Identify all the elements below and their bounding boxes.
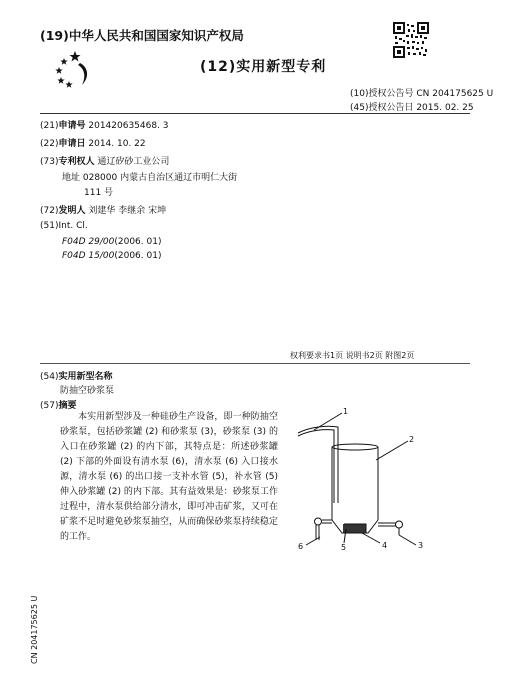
figure-label-3: 3 bbox=[418, 541, 424, 550]
address-line-2: 111 号 bbox=[84, 188, 114, 198]
pump-drawing bbox=[286, 405, 482, 555]
application-date-row: (22)申请日 2014. 10. 22 bbox=[40, 139, 146, 149]
page-count-info: 权利要求书1页 说明书2页 附图2页 bbox=[290, 351, 415, 360]
figure-label-6: 6 bbox=[298, 542, 304, 551]
abstract-heading: (57)摘要 bbox=[40, 401, 77, 411]
int-cl-row: (51)Int. Cl. bbox=[40, 221, 88, 231]
figure-label-4: 4 bbox=[382, 541, 388, 550]
patentee-row: (73)专利权人 通辽矽砂工业公司 bbox=[40, 157, 170, 167]
inventors-row: (72)发明人 刘建华 李继余 宋坤 bbox=[40, 206, 167, 216]
patent-office-logo bbox=[50, 47, 94, 89]
ipc-entry: F04D 29/00(2006. 01) bbox=[62, 237, 162, 247]
header-rule bbox=[40, 113, 470, 114]
abstract-text: 本实用新型涉及一种硅砂生产设备，即一种防抽空砂浆泵，包括砂浆罐 (2) 和砂浆泵 (3)，砂浆泵 (3) 的入口在砂浆罐 (2) 的内下部，其特点是：所述砂浆罐 (2) 下部的外面设有清水泵 (6)，清水泵 (6) 入口接水源，清水泵 (6) 的出口接一支补水管 (5)，补水管 (5) 伸入砂浆罐 (2) 的内下部。其有益效果是：砂浆泵工作过程中，清水泵供给部分清水，即可冲击矿浆，又可在矿浆不足时避免砂浆泵抽空，从而确保砂浆泵持续稳定的工作。 bbox=[60, 412, 278, 542]
address-line: 地址 028000 内蒙古自治区通辽市明仁大街 bbox=[62, 173, 238, 183]
office-name: (19)中华人民共和国国家知识产权局 bbox=[40, 28, 244, 43]
utility-model-title: 防抽空砂浆泵 bbox=[60, 386, 115, 396]
figure-label-5: 5 bbox=[341, 543, 347, 552]
figure-label-2: 2 bbox=[409, 435, 415, 444]
side-publication-number: CN 204175625 U bbox=[30, 595, 39, 664]
application-number-row: (21)申请号 201420635468. 3 bbox=[40, 121, 169, 131]
document-type: (12)实用新型专利 bbox=[200, 59, 327, 75]
publication-number: (10)授权公告号 CN 204175625 U bbox=[350, 89, 494, 99]
section-rule bbox=[40, 363, 470, 364]
qr-code-icon bbox=[393, 22, 429, 58]
title-heading: (54)实用新型名称 bbox=[40, 372, 113, 382]
ipc-entry: F04D 15/00(2006. 01) bbox=[62, 251, 162, 261]
figure-label-1: 1 bbox=[343, 407, 349, 416]
publication-date: (45)授权公告日 2015. 02. 25 bbox=[350, 103, 474, 113]
